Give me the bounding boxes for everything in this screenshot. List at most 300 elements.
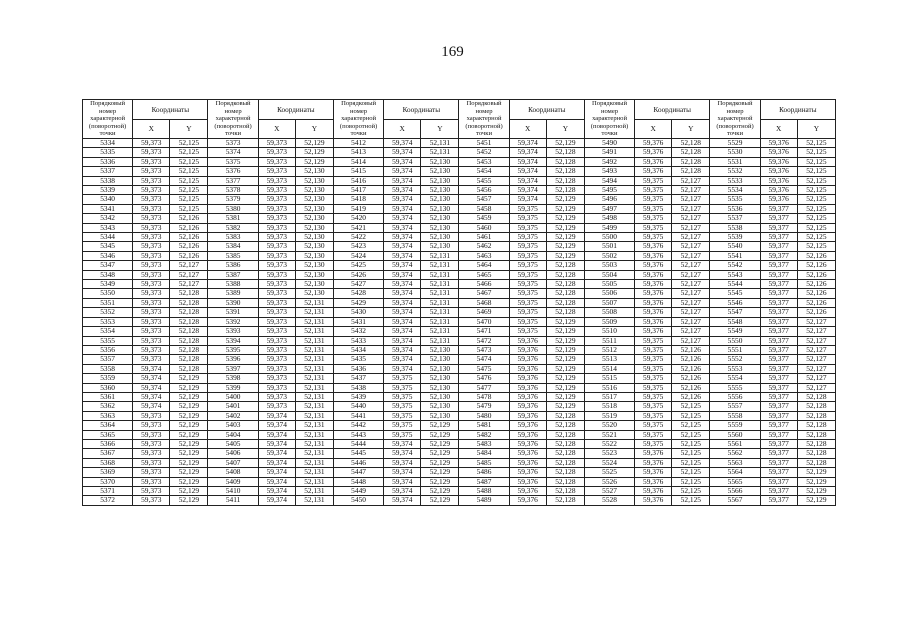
point-number-cell: 5399 [208, 383, 258, 392]
x-cell: 59,375 [509, 223, 546, 232]
y-cell: 52,129 [546, 392, 584, 401]
point-number-cell: 5471 [459, 327, 509, 336]
y-cell: 52,130 [421, 167, 459, 176]
x-cell: 59,376 [509, 355, 546, 364]
x-cell: 59,373 [258, 345, 295, 354]
point-number-cell: 5548 [710, 317, 760, 326]
x-cell: 59,374 [384, 289, 421, 298]
point-number-cell: 5432 [333, 327, 383, 336]
x-cell: 59,374 [384, 439, 421, 448]
point-number-cell: 5542 [710, 261, 760, 270]
point-number-cell: 5446 [333, 458, 383, 467]
x-cell: 59,377 [760, 345, 797, 354]
point-number-cell: 5370 [83, 477, 133, 486]
point-number-cell: 5501 [584, 242, 634, 251]
point-number-header-line: Порядковый [592, 100, 628, 107]
x-cell: 59,375 [635, 374, 672, 383]
point-number-cell: 5491 [584, 148, 634, 157]
point-number-cell: 5383 [208, 233, 258, 242]
point-number-cell: 5431 [333, 317, 383, 326]
y-cell: 52,129 [170, 468, 208, 477]
point-number-cell: 5507 [584, 298, 634, 307]
point-number-cell: 5377 [208, 176, 258, 185]
point-number-cell: 5535 [710, 195, 760, 204]
y-cell: 52,128 [546, 157, 584, 166]
point-number-header-line: (поворотной) [88, 122, 127, 130]
x-cell: 59,377 [760, 430, 797, 439]
y-cell: 52,130 [421, 195, 459, 204]
x-cell: 59,374 [258, 439, 295, 448]
x-cell: 59,374 [384, 195, 421, 204]
y-cell: 52,127 [797, 317, 835, 326]
y-cell: 52,126 [797, 280, 835, 289]
x-cell: 59,373 [133, 176, 170, 185]
x-cell: 59,373 [258, 233, 295, 242]
x-cell: 59,375 [635, 195, 672, 204]
y-cell: 52,131 [295, 439, 333, 448]
x-cell: 59,375 [635, 176, 672, 185]
x-cell: 59,376 [635, 270, 672, 279]
point-number-cell: 5543 [710, 270, 760, 279]
point-number-cell: 5362 [83, 402, 133, 411]
point-number-cell: 5495 [584, 186, 634, 195]
y-cell: 52,129 [546, 242, 584, 251]
x-cell: 59,374 [384, 157, 421, 166]
x-cell: 59,377 [760, 214, 797, 223]
y-cell: 52,125 [797, 242, 835, 251]
y-cell: 52,131 [295, 383, 333, 392]
coordinates-header: Координаты [133, 100, 208, 120]
point-number-cell: 5453 [459, 157, 509, 166]
point-number-cell: 5369 [83, 468, 133, 477]
y-cell: 52,129 [797, 468, 835, 477]
point-number-cell: 5400 [208, 392, 258, 401]
x-cell: 59,375 [635, 336, 672, 345]
point-number-cell: 5415 [333, 167, 383, 176]
point-number-header-line: характерной [215, 115, 251, 123]
y-cell: 52,125 [170, 167, 208, 176]
y-cell: 52,128 [546, 176, 584, 185]
point-number-cell: 5355 [83, 336, 133, 345]
x-cell: 59,376 [635, 242, 672, 251]
point-number-header-line: точки [225, 130, 242, 138]
x-cell: 59,374 [384, 487, 421, 496]
y-cell: 52,129 [170, 411, 208, 420]
point-number-header-line: характерной [90, 115, 126, 123]
table-row [83, 204, 836, 213]
x-cell: 59,375 [509, 280, 546, 289]
point-number-cell: 5461 [459, 233, 509, 242]
x-cell: 59,373 [133, 421, 170, 430]
point-number-cell: 5546 [710, 298, 760, 307]
point-number-cell: 5359 [83, 374, 133, 383]
point-number-header-line: точки [99, 130, 116, 138]
point-number-cell: 5424 [333, 251, 383, 260]
x-cell: 59,373 [258, 298, 295, 307]
point-number-cell: 5412 [333, 138, 383, 147]
point-number-cell: 5527 [584, 487, 634, 496]
y-cell: 52,129 [170, 439, 208, 448]
y-cell: 52,127 [170, 261, 208, 270]
x-cell: 59,374 [384, 261, 421, 270]
point-number-cell: 5434 [333, 345, 383, 354]
y-cell: 52,129 [170, 421, 208, 430]
point-number-cell: 5553 [710, 364, 760, 373]
x-cell: 59,375 [509, 308, 546, 317]
point-number-cell: 5413 [333, 148, 383, 157]
y-cell: 52,131 [295, 458, 333, 467]
x-cell: 59,375 [635, 214, 672, 223]
x-cell: 59,375 [635, 421, 672, 430]
point-number-cell: 5343 [83, 223, 133, 232]
x-cell: 59,375 [635, 345, 672, 354]
x-cell: 59,373 [258, 336, 295, 345]
y-cell: 52,126 [797, 289, 835, 298]
y-cell: 52,131 [295, 411, 333, 420]
y-cell: 52,125 [797, 157, 835, 166]
x-cell: 59,376 [635, 487, 672, 496]
x-header: X [133, 120, 170, 139]
x-cell: 59,374 [258, 477, 295, 486]
point-number-cell: 5365 [83, 430, 133, 439]
y-cell: 52,131 [421, 289, 459, 298]
point-number-header-line: характерной [717, 115, 753, 123]
x-cell: 59,377 [760, 327, 797, 336]
y-cell: 52,129 [170, 392, 208, 401]
x-cell: 59,373 [133, 449, 170, 458]
x-cell: 59,376 [509, 477, 546, 486]
point-number-cell: 5526 [584, 477, 634, 486]
y-cell: 52,128 [546, 439, 584, 448]
x-cell: 59,373 [258, 242, 295, 251]
point-number-cell: 5350 [83, 289, 133, 298]
y-cell: 52,127 [672, 195, 710, 204]
y-cell: 52,130 [295, 270, 333, 279]
y-cell: 52,131 [295, 421, 333, 430]
x-cell: 59,374 [258, 487, 295, 496]
x-cell: 59,376 [635, 138, 672, 147]
x-cell: 59,376 [509, 487, 546, 496]
y-cell: 52,129 [546, 317, 584, 326]
x-cell: 59,374 [509, 186, 546, 195]
y-cell: 52,127 [672, 280, 710, 289]
x-cell: 59,376 [509, 336, 546, 345]
x-cell: 59,374 [384, 355, 421, 364]
x-cell: 59,376 [509, 439, 546, 448]
x-cell: 59,373 [258, 167, 295, 176]
x-cell: 59,373 [133, 280, 170, 289]
y-header: Y [170, 120, 208, 139]
y-cell: 52,129 [295, 138, 333, 147]
point-number-cell: 5364 [83, 421, 133, 430]
point-number-cell: 5528 [584, 496, 634, 505]
x-cell: 59,373 [133, 327, 170, 336]
x-cell: 59,373 [133, 496, 170, 505]
y-cell: 52,126 [672, 364, 710, 373]
y-cell: 52,125 [797, 233, 835, 242]
point-number-cell: 5418 [333, 195, 383, 204]
y-cell: 52,126 [672, 355, 710, 364]
x-cell: 59,373 [133, 167, 170, 176]
y-cell: 52,125 [672, 402, 710, 411]
x-cell: 59,376 [635, 458, 672, 467]
y-cell: 52,130 [421, 233, 459, 242]
y-cell: 52,131 [295, 355, 333, 364]
y-cell: 52,128 [170, 364, 208, 373]
x-header: X [258, 120, 295, 139]
point-number-cell: 5522 [584, 439, 634, 448]
y-cell: 52,128 [546, 167, 584, 176]
point-number-cell: 5344 [83, 233, 133, 242]
y-cell: 52,125 [170, 186, 208, 195]
y-cell: 52,128 [672, 148, 710, 157]
table-row [83, 289, 836, 298]
y-cell: 52,131 [295, 402, 333, 411]
point-number-cell: 5338 [83, 176, 133, 185]
table-row [83, 298, 836, 307]
y-cell: 52,129 [546, 345, 584, 354]
point-number-cell: 5459 [459, 214, 509, 223]
x-cell: 59,374 [384, 233, 421, 242]
point-number-header [584, 100, 634, 139]
point-number-cell: 5423 [333, 242, 383, 251]
y-cell: 52,128 [546, 477, 584, 486]
point-number-cell: 5460 [459, 223, 509, 232]
point-number-cell: 5342 [83, 214, 133, 223]
point-number-cell: 5437 [333, 374, 383, 383]
x-cell: 59,377 [760, 355, 797, 364]
point-number-cell: 5440 [333, 402, 383, 411]
point-number-cell: 5391 [208, 308, 258, 317]
point-number-cell: 5376 [208, 167, 258, 176]
point-number-cell: 5538 [710, 223, 760, 232]
point-number-cell: 5563 [710, 458, 760, 467]
x-cell: 59,376 [635, 167, 672, 176]
table-header [83, 100, 836, 139]
y-cell: 52,129 [170, 487, 208, 496]
x-cell: 59,377 [760, 270, 797, 279]
x-cell: 59,376 [760, 186, 797, 195]
y-cell: 52,131 [421, 148, 459, 157]
point-number-cell: 5534 [710, 186, 760, 195]
point-number-header-line: номер [350, 107, 368, 115]
y-cell: 52,125 [170, 195, 208, 204]
y-header: Y [421, 120, 459, 139]
point-number-cell: 5523 [584, 449, 634, 458]
point-number-cell: 5560 [710, 430, 760, 439]
point-number-cell: 5429 [333, 298, 383, 307]
y-cell: 52,130 [421, 402, 459, 411]
x-cell: 59,373 [133, 223, 170, 232]
x-cell: 59,377 [760, 242, 797, 251]
point-number-cell: 5445 [333, 449, 383, 458]
y-cell: 52,129 [797, 487, 835, 496]
x-cell: 59,374 [133, 374, 170, 383]
point-number-cell: 5395 [208, 345, 258, 354]
x-cell: 59,377 [760, 439, 797, 448]
y-cell: 52,125 [170, 138, 208, 147]
point-number-cell: 5468 [459, 298, 509, 307]
y-cell: 52,128 [170, 317, 208, 326]
point-number-cell: 5387 [208, 270, 258, 279]
y-cell: 52,130 [421, 157, 459, 166]
point-number-header-line: точки [601, 130, 618, 138]
point-number-cell: 5509 [584, 317, 634, 326]
point-number-header-line: (поворотной) [339, 122, 378, 130]
x-cell: 59,373 [258, 176, 295, 185]
x-cell: 59,376 [635, 261, 672, 270]
x-cell: 59,376 [635, 327, 672, 336]
point-number-cell: 5539 [710, 233, 760, 242]
x-cell: 59,377 [760, 468, 797, 477]
point-number-cell: 5476 [459, 374, 509, 383]
y-cell: 52,128 [170, 308, 208, 317]
point-number-cell: 5363 [83, 411, 133, 420]
y-cell: 52,130 [421, 364, 459, 373]
y-cell: 52,126 [672, 345, 710, 354]
point-number-cell: 5516 [584, 383, 634, 392]
x-cell: 59,373 [133, 345, 170, 354]
point-number-cell: 5494 [584, 176, 634, 185]
point-number-cell: 5438 [333, 383, 383, 392]
x-cell: 59,377 [760, 308, 797, 317]
table-row [83, 430, 836, 439]
x-cell: 59,374 [384, 251, 421, 260]
x-cell: 59,376 [635, 449, 672, 458]
y-cell: 52,126 [797, 270, 835, 279]
y-cell: 52,129 [170, 449, 208, 458]
point-number-header-line: характерной [341, 115, 377, 123]
point-number-cell: 5442 [333, 421, 383, 430]
point-number-cell: 5478 [459, 392, 509, 401]
y-cell: 52,126 [797, 298, 835, 307]
y-cell: 52,126 [797, 251, 835, 260]
point-number-header-line: номер [726, 107, 744, 115]
y-cell: 52,128 [546, 421, 584, 430]
point-number-cell: 5416 [333, 176, 383, 185]
x-header: X [635, 120, 672, 139]
point-number-cell: 5511 [584, 336, 634, 345]
x-header: X [760, 120, 797, 139]
point-number-cell: 5541 [710, 251, 760, 260]
y-cell: 52,129 [421, 477, 459, 486]
x-cell: 59,376 [509, 374, 546, 383]
point-number-cell: 5335 [83, 148, 133, 157]
x-cell: 59,376 [509, 411, 546, 420]
y-cell: 52,129 [421, 439, 459, 448]
y-cell: 52,127 [672, 223, 710, 232]
point-number-header-line: номер [224, 107, 242, 115]
point-number-cell: 5366 [83, 439, 133, 448]
table-row [83, 421, 836, 430]
y-cell: 52,131 [295, 374, 333, 383]
point-number-cell: 5422 [333, 233, 383, 242]
x-cell: 59,377 [760, 317, 797, 326]
point-number-cell: 5566 [710, 487, 760, 496]
x-cell: 59,373 [258, 364, 295, 373]
point-number-cell: 5354 [83, 327, 133, 336]
point-number-cell: 5479 [459, 402, 509, 411]
point-number-cell: 5378 [208, 186, 258, 195]
point-number-cell: 5357 [83, 355, 133, 364]
y-cell: 52,130 [295, 251, 333, 260]
y-cell: 52,128 [546, 458, 584, 467]
table-row [83, 280, 836, 289]
y-cell: 52,130 [421, 214, 459, 223]
x-cell: 59,376 [509, 345, 546, 354]
x-cell: 59,374 [384, 468, 421, 477]
y-cell: 52,126 [170, 251, 208, 260]
point-number-cell: 5474 [459, 355, 509, 364]
table-row [83, 157, 836, 166]
y-cell: 52,128 [546, 449, 584, 458]
y-cell: 52,127 [672, 251, 710, 260]
y-cell: 52,128 [797, 392, 835, 401]
point-number-cell: 5448 [333, 477, 383, 486]
point-number-header-line: (поворотной) [465, 122, 503, 130]
x-cell: 59,376 [635, 289, 672, 298]
table-row [83, 167, 836, 176]
x-cell: 59,373 [258, 157, 295, 166]
table-row [83, 336, 836, 345]
x-cell: 59,376 [509, 364, 546, 373]
point-number-cell: 5427 [333, 280, 383, 289]
y-cell: 52,131 [295, 317, 333, 326]
point-number-cell: 5334 [83, 138, 133, 147]
point-number-cell: 5406 [208, 449, 258, 458]
x-cell: 59,377 [760, 421, 797, 430]
point-number-header [83, 100, 133, 139]
point-number-cell: 5452 [459, 148, 509, 157]
y-cell: 52,130 [421, 176, 459, 185]
point-number-cell: 5379 [208, 195, 258, 204]
x-cell: 59,374 [384, 270, 421, 279]
point-number-cell: 5390 [208, 298, 258, 307]
y-cell: 52,129 [546, 204, 584, 213]
point-number-cell: 5398 [208, 374, 258, 383]
y-cell: 52,129 [295, 157, 333, 166]
y-cell: 52,127 [797, 345, 835, 354]
y-header: Y [672, 120, 710, 139]
x-cell: 59,373 [133, 477, 170, 486]
y-cell: 52,127 [797, 327, 835, 336]
y-cell: 52,127 [170, 280, 208, 289]
y-cell: 52,128 [546, 289, 584, 298]
y-cell: 52,128 [170, 327, 208, 336]
x-cell: 59,373 [133, 308, 170, 317]
x-cell: 59,376 [760, 138, 797, 147]
y-cell: 52,130 [421, 383, 459, 392]
point-number-cell: 5508 [584, 308, 634, 317]
table-row [83, 270, 836, 279]
x-cell: 59,373 [258, 223, 295, 232]
point-number-cell: 5536 [710, 204, 760, 213]
x-cell: 59,375 [509, 317, 546, 326]
point-number-cell: 5517 [584, 392, 634, 401]
y-cell: 52,125 [797, 195, 835, 204]
x-cell: 59,374 [509, 167, 546, 176]
y-cell: 52,130 [421, 223, 459, 232]
x-cell: 59,373 [133, 458, 170, 467]
x-cell: 59,374 [384, 214, 421, 223]
x-cell: 59,375 [635, 223, 672, 232]
point-number-cell: 5525 [584, 468, 634, 477]
x-cell: 59,374 [258, 411, 295, 420]
y-cell: 52,126 [672, 383, 710, 392]
x-cell: 59,373 [133, 186, 170, 195]
x-cell: 59,377 [760, 477, 797, 486]
y-cell: 52,129 [546, 223, 584, 232]
